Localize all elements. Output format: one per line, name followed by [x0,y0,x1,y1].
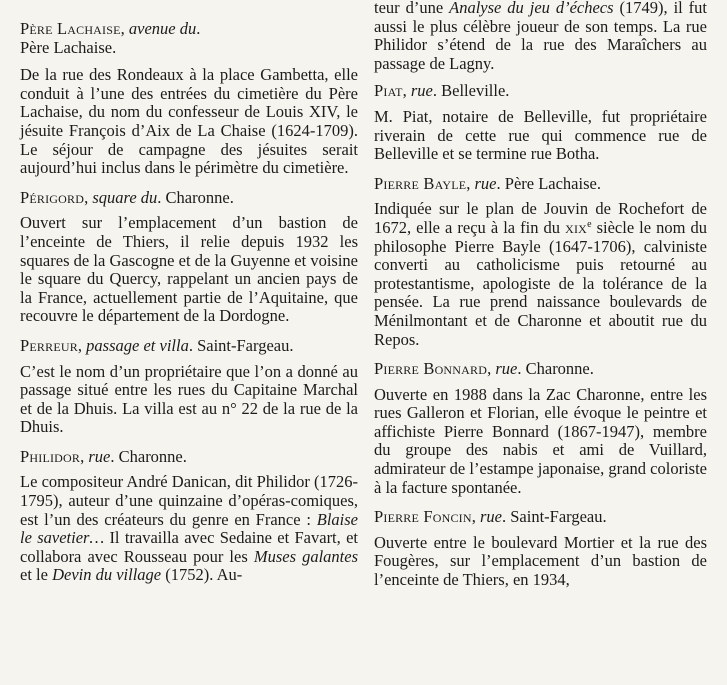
entry-body [374,200,707,349]
street-name: Père Lachaise [20,19,121,38]
right-column [374,0,707,601]
entry-pierre-bonnard [374,360,707,497]
district: Charonne. [118,446,187,466]
body-text: Le compositeur André Danican, dit Philidor (1726-1795), auteur d’une quinzaine d’opéras-comiques, est l’un des créateurs du genre en France : [20,472,358,529]
entry-pere-lachaise [20,20,358,178]
body-text: Il travailla avec Sedaine et Favart, et collabora avec Rousseau pour les [20,528,358,566]
street-name: Pierre Foncin [374,507,472,527]
street-type: rue [410,81,433,101]
entry-heading: Père Lachaise, avenue du. Père Lachaise. [20,19,201,57]
body-text: Indiquée sur le plan de Jouvin de Rochefort de 1672, elle a reçu à la fin du [374,199,707,237]
district: Père Lachaise. [20,37,117,57]
century-numeral: xix [565,217,588,237]
entry-heading: Pierre Foncin, rue. Saint-Fargeau. [374,507,607,527]
district: Charonne. [525,359,594,379]
entry-body: De la rue des Rondeaux à la place Gambetta, elle conduit à l’une des entrées du cimetière du Père Lachaise, du nom du confesseur de Louis XIV, le jésuite François d’Aix de La Chaise (1624-1709). Le séjour de campagne des jésuites serait aujourd’hui inclus dans le périmètre du cimetière. [20,65,358,178]
entry-body: C’est le nom d’un propriétaire que l’on a donné au passage situé entre les rues du Capitaine Marchal et de la Dhuis. La villa est au n° 22 de la rue de la Dhuis. [20,361,358,437]
entry-philidor-continued [374,0,707,73]
entry-heading: Philidor, rue. Charonne. [20,446,187,466]
work-title: Blaise le savetier… [20,509,358,548]
street-name: Perreur [20,335,78,355]
body-text: teur d’une [374,0,444,17]
entry-heading: Piat, rue. Belleville. [374,81,510,101]
district: Charonne. [165,187,234,207]
entry-pierre-bayle [374,175,707,349]
entry-body: Ouvert sur l’emplacement d’un bastion de l’enceinte de Thiers, il relie depuis 1932 les squares de la Gascogne et de la Guyenne et voisine le square du Quercy, rappelant un ancien pays de la France, actuellement partie de l’Aquitaine, que recouvre le département de la Dordogne. [20,213,358,326]
entry-pierre-foncin [374,508,707,589]
entry-piat [374,82,707,163]
street-type: rue [474,173,497,193]
body-text: (1752). Au- [165,565,243,585]
work-title: Analyse du jeu d’échecs [449,0,614,17]
street-name: Piat [374,81,403,101]
body-text: et le [20,565,48,585]
entry-perigord [20,189,358,326]
street-name: Pierre Bayle [374,173,467,193]
entry-body: M. Piat, notaire de Belleville, fut propriétaire riverain de cette rue qui commence rue de Belleville et se termine rue Botha. [374,106,707,164]
street-name: Périgord [20,187,85,207]
left-column [20,0,358,596]
century-superscript: e [587,218,592,230]
street-name: Philidor [20,446,81,466]
work-title: Muses galantes [253,546,358,566]
district: Belleville. [441,81,510,101]
street-type: rue [480,507,502,527]
entry-heading: Pierre Bayle, rue. Père Lachaise. [374,173,601,193]
entry-perreur [20,337,358,437]
entry-body: Ouverte entre le boulevard Mortier et la rue des Fougères, sur l’emplacement d’un bastion de l’enceinte de Thiers, en 1934, [374,532,707,590]
street-type: rue [88,446,111,466]
work-title: Devin du village [52,565,162,585]
body-text: siècle le nom du philosophe Pierre Bayle (1647-1706), calviniste converti au catholicisme puis retourné au protestantisme, apologiste de la tolérance de la pensée. La rue prend naissance boulevards de Ménilmontant et de Charonne et aboutit rue du Repos. [374,217,708,349]
street-name: Pierre Bonnard [374,359,488,379]
entry-body [374,0,707,73]
street-type: avenue du [128,19,197,38]
district: Saint-Fargeau. [197,335,294,355]
district: Saint-Fargeau. [510,507,607,527]
entry-heading: Périgord, square du. Charonne. [20,187,234,207]
body-text: (1749), il fut aussi le plus célèbre joueur de son temps. La rue Philidor s’étend de la rue des Maraîchers au passage de Lagny. [374,0,708,73]
entry-body [20,473,358,585]
entry-heading: Perreur, passage et villa. Saint-Fargeau. [20,335,294,355]
entry-heading: Pierre Bonnard, rue. Charonne. [374,359,594,379]
entry-philidor [20,448,358,585]
entry-body: Ouverte en 1988 dans la Zac Charonne, entre les rues Galleron et Florian, elle évoque le peintre et affichiste Pierre Bonnard (1867-1947), membre du groupe des nabis et ami de Vuillard, admirateur de l’estampe japonaise, grand coloriste à la facture spontanée. [374,384,707,497]
street-type: square du [92,187,158,207]
district: Père Lachaise. [504,173,601,193]
street-type: rue [495,359,518,379]
street-type: passage et villa [86,335,189,355]
